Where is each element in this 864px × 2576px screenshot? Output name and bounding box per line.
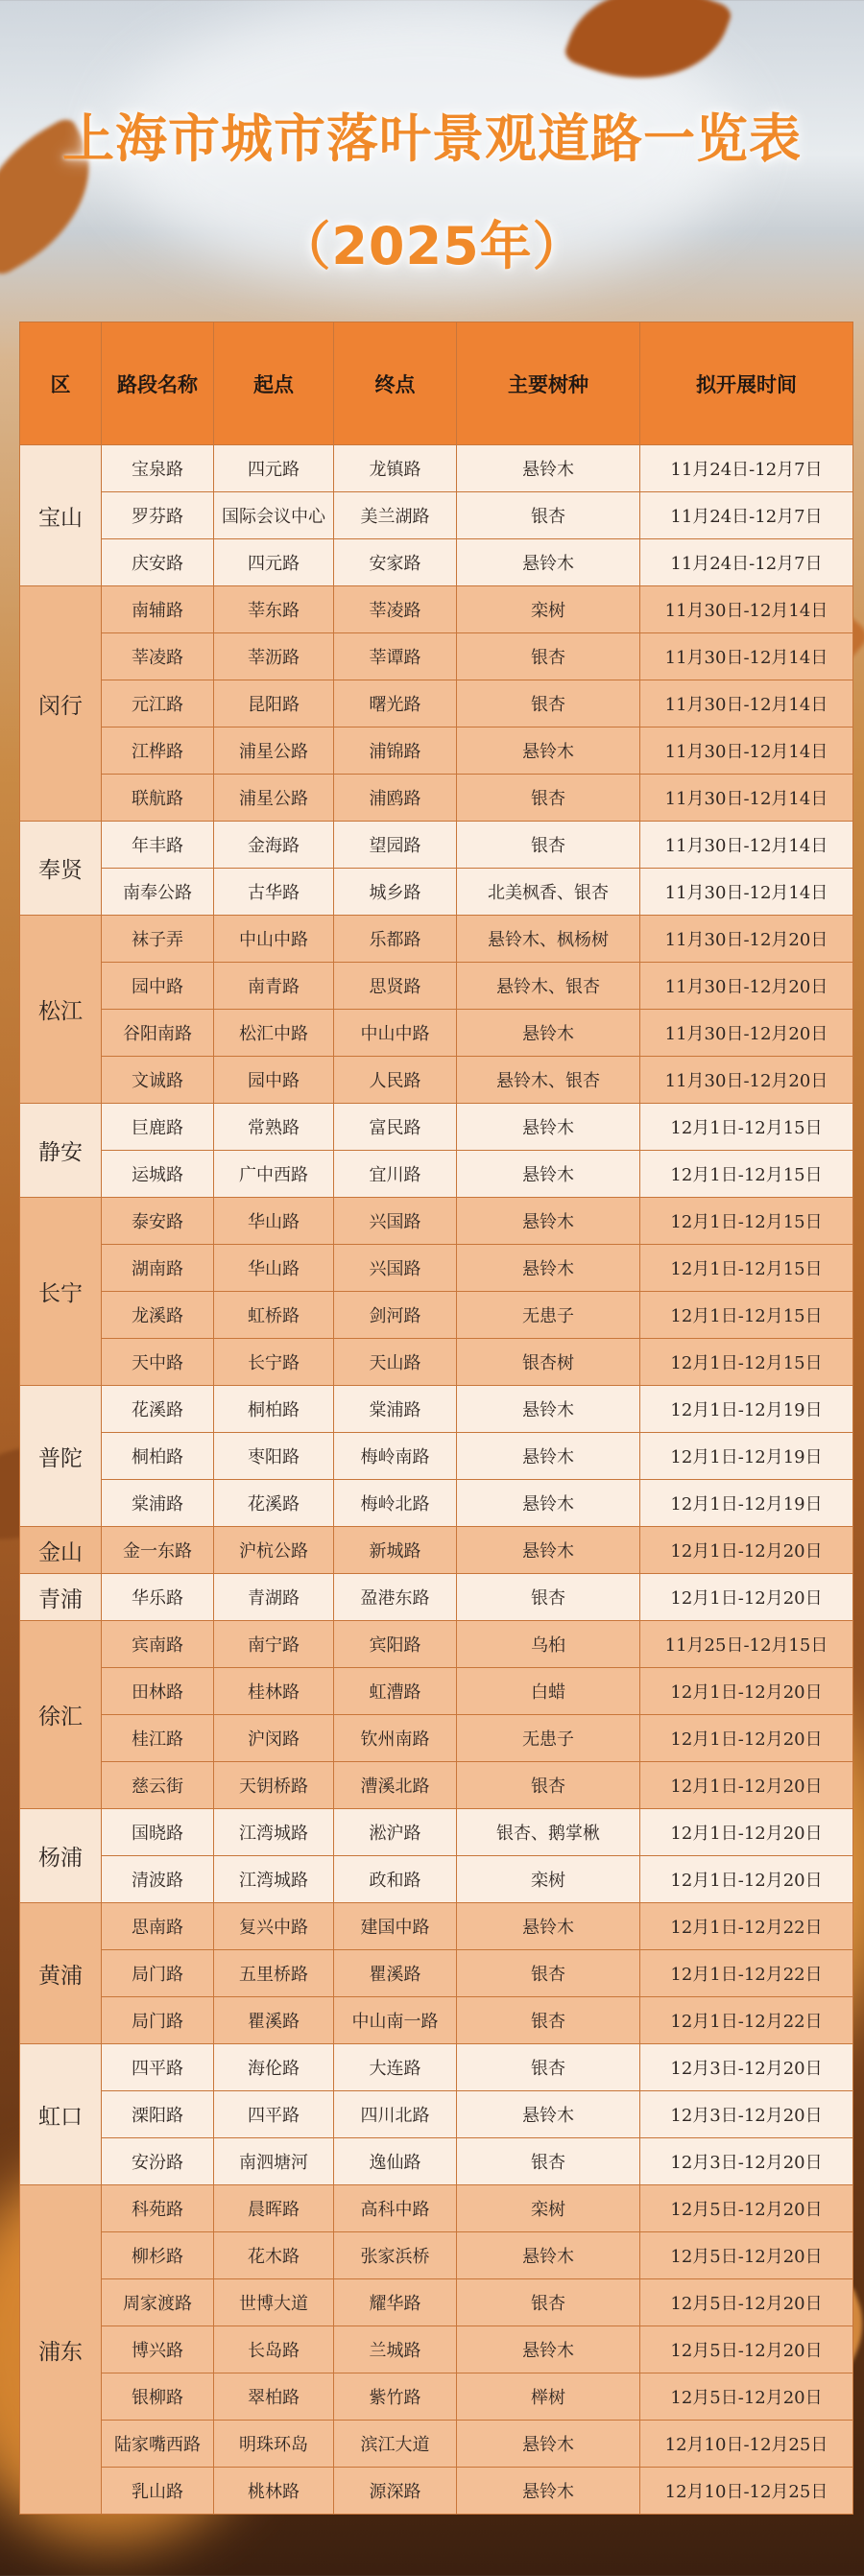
schedule-cell: 12月5日-12月20日 [640, 2373, 853, 2421]
end-point-cell: 棠浦路 [334, 1386, 457, 1433]
table-row [20, 1715, 853, 1762]
tree-species-cell: 银杏 [457, 2044, 640, 2091]
end-point-cell: 大连路 [334, 2044, 457, 2091]
end-point-cell: 逸仙路 [334, 2138, 457, 2185]
start-point-cell: 桂林路 [214, 1668, 334, 1715]
end-point-cell: 安家路 [334, 539, 457, 586]
schedule-cell: 11月30日-12月14日 [640, 822, 853, 869]
start-point-cell: 松汇中路 [214, 1010, 334, 1057]
end-point-cell: 高科中路 [334, 2185, 457, 2232]
end-point-cell: 张家浜桥 [334, 2232, 457, 2279]
table-row [20, 1245, 853, 1292]
end-point-cell: 钦州南路 [334, 1715, 457, 1762]
start-point-cell: 桐柏路 [214, 1386, 334, 1433]
start-point-cell: 莘沥路 [214, 633, 334, 680]
schedule-cell: 11月30日-12月20日 [640, 916, 853, 963]
table-row [20, 539, 853, 586]
start-point-cell: 南泗塘河 [214, 2138, 334, 2185]
district-cell: 普陀 [20, 1386, 102, 1527]
end-point-cell: 望园路 [334, 822, 457, 869]
table-row [20, 1151, 853, 1198]
schedule-cell: 11月30日-12月14日 [640, 586, 853, 633]
tree-species-cell: 白蜡 [457, 1668, 640, 1715]
page-title: 上海市城市落叶景观道路一览表 [62, 108, 802, 169]
table-row [20, 680, 853, 727]
start-point-cell: 长宁路 [214, 1339, 334, 1386]
road-name-cell: 国晓路 [102, 1809, 214, 1856]
tree-species-cell: 银杏 [457, 2279, 640, 2326]
schedule-cell: 11月30日-12月14日 [640, 869, 853, 916]
road-name-cell: 田林路 [102, 1668, 214, 1715]
end-point-cell: 天山路 [334, 1339, 457, 1386]
start-point-cell: 南宁路 [214, 1621, 334, 1668]
header-tree-species: 主要树种 [457, 322, 640, 445]
table-row [20, 1433, 853, 1480]
start-point-cell: 昆阳路 [214, 680, 334, 727]
table-row [20, 2044, 853, 2091]
table-row [20, 2138, 853, 2185]
district-cell: 浦东 [20, 2185, 102, 2515]
start-point-cell: 世博大道 [214, 2279, 334, 2326]
tree-species-cell: 悬铃木 [457, 1198, 640, 1245]
table-row [20, 2373, 853, 2421]
start-point-cell: 沪闵路 [214, 1715, 334, 1762]
header-road-name: 路段名称 [102, 322, 214, 445]
start-point-cell: 四平路 [214, 2091, 334, 2138]
end-point-cell: 滨江大道 [334, 2421, 457, 2468]
road-name-cell: 元江路 [102, 680, 214, 727]
table-row [20, 2421, 853, 2468]
end-point-cell: 中山南一路 [334, 1997, 457, 2044]
end-point-cell: 新城路 [334, 1527, 457, 1574]
tree-species-cell: 悬铃木 [457, 1480, 640, 1527]
roads-table-container [19, 322, 852, 2515]
table-row [20, 1292, 853, 1339]
road-name-cell: 溧阳路 [102, 2091, 214, 2138]
tree-species-cell: 悬铃木 [457, 1903, 640, 1950]
start-point-cell: 浦星公路 [214, 727, 334, 775]
district-cell: 虹口 [20, 2044, 102, 2185]
end-point-cell: 富民路 [334, 1104, 457, 1151]
end-point-cell: 梅岭北路 [334, 1480, 457, 1527]
tree-species-cell: 银杏树 [457, 1339, 640, 1386]
road-name-cell: 南奉公路 [102, 869, 214, 916]
table-row [20, 1809, 853, 1856]
start-point-cell: 五里桥路 [214, 1950, 334, 1997]
road-name-cell: 桂江路 [102, 1715, 214, 1762]
road-name-cell: 棠浦路 [102, 1480, 214, 1527]
header-schedule: 拟开展时间 [640, 322, 853, 445]
schedule-cell: 11月25日-12月15日 [640, 1621, 853, 1668]
table-row [20, 1057, 853, 1104]
end-point-cell: 浦鸥路 [334, 775, 457, 822]
tree-species-cell: 悬铃木 [457, 1151, 640, 1198]
end-point-cell: 淞沪路 [334, 1809, 457, 1856]
tree-species-cell: 悬铃木、枫杨树 [457, 916, 640, 963]
start-point-cell: 长岛路 [214, 2326, 334, 2373]
tree-species-cell: 北美枫香、银杏 [457, 869, 640, 916]
road-name-cell: 宝泉路 [102, 445, 214, 492]
road-name-cell: 博兴路 [102, 2326, 214, 2373]
table-header-row [20, 322, 853, 445]
table-row [20, 2468, 853, 2515]
district-cell: 静安 [20, 1104, 102, 1198]
start-point-cell: 华山路 [214, 1198, 334, 1245]
tree-species-cell: 悬铃木 [457, 1104, 640, 1151]
tree-species-cell: 悬铃木 [457, 2232, 640, 2279]
start-point-cell: 四元路 [214, 445, 334, 492]
start-point-cell: 花溪路 [214, 1480, 334, 1527]
schedule-cell: 12月1日-12月20日 [640, 1715, 853, 1762]
table-row [20, 1903, 853, 1950]
end-point-cell: 漕溪北路 [334, 1762, 457, 1809]
road-name-cell: 湖南路 [102, 1245, 214, 1292]
schedule-cell: 12月3日-12月20日 [640, 2044, 853, 2091]
start-point-cell: 明珠环岛 [214, 2421, 334, 2468]
end-point-cell: 莘凌路 [334, 586, 457, 633]
start-point-cell: 浦星公路 [214, 775, 334, 822]
tree-species-cell: 银杏 [457, 492, 640, 539]
table-row [20, 869, 853, 916]
road-name-cell: 园中路 [102, 963, 214, 1010]
tree-species-cell: 悬铃木 [457, 2421, 640, 2468]
end-point-cell: 梅岭南路 [334, 1433, 457, 1480]
start-point-cell: 复兴中路 [214, 1903, 334, 1950]
end-point-cell: 人民路 [334, 1057, 457, 1104]
end-point-cell: 紫竹路 [334, 2373, 457, 2421]
schedule-cell: 12月1日-12月20日 [640, 1856, 853, 1903]
table-row [20, 1668, 853, 1715]
tree-species-cell: 无患子 [457, 1715, 640, 1762]
end-point-cell: 建国中路 [334, 1903, 457, 1950]
road-name-cell: 周家渡路 [102, 2279, 214, 2326]
table-row [20, 2326, 853, 2373]
road-name-cell: 袜子弄 [102, 916, 214, 963]
road-name-cell: 慈云街 [102, 1762, 214, 1809]
tree-species-cell: 榉树 [457, 2373, 640, 2421]
end-point-cell: 兴国路 [334, 1198, 457, 1245]
tree-species-cell: 银杏 [457, 1950, 640, 1997]
road-name-cell: 柳杉路 [102, 2232, 214, 2279]
table-row [20, 1950, 853, 1997]
start-point-cell: 沪杭公路 [214, 1527, 334, 1574]
tree-species-cell: 悬铃木 [457, 2468, 640, 2515]
table-row [20, 1574, 853, 1621]
start-point-cell: 广中西路 [214, 1151, 334, 1198]
end-point-cell: 乐都路 [334, 916, 457, 963]
road-name-cell: 安汾路 [102, 2138, 214, 2185]
schedule-cell: 11月30日-12月20日 [640, 1010, 853, 1057]
road-name-cell: 局门路 [102, 1997, 214, 2044]
road-name-cell: 银柳路 [102, 2373, 214, 2421]
district-cell: 奉贤 [20, 822, 102, 916]
schedule-cell: 12月1日-12月22日 [640, 1950, 853, 1997]
table-row [20, 1104, 853, 1151]
schedule-cell: 12月5日-12月20日 [640, 2279, 853, 2326]
road-name-cell: 四平路 [102, 2044, 214, 2091]
road-name-cell: 桐柏路 [102, 1433, 214, 1480]
road-name-cell: 文诚路 [102, 1057, 214, 1104]
schedule-cell: 12月1日-12月15日 [640, 1151, 853, 1198]
table-row [20, 727, 853, 775]
start-point-cell: 四元路 [214, 539, 334, 586]
road-name-cell: 联航路 [102, 775, 214, 822]
tree-species-cell: 银杏、鹅掌楸 [457, 1809, 640, 1856]
schedule-cell: 12月5日-12月20日 [640, 2326, 853, 2373]
table-row [20, 1339, 853, 1386]
tree-species-cell: 银杏 [457, 1574, 640, 1621]
end-point-cell: 耀华路 [334, 2279, 457, 2326]
district-cell: 杨浦 [20, 1809, 102, 1903]
tree-species-cell: 银杏 [457, 822, 640, 869]
end-point-cell: 虹漕路 [334, 1668, 457, 1715]
road-name-cell: 陆家嘴西路 [102, 2421, 214, 2468]
schedule-cell: 11月24日-12月7日 [640, 492, 853, 539]
table-row [20, 1527, 853, 1574]
schedule-cell: 12月1日-12月15日 [640, 1292, 853, 1339]
schedule-cell: 11月30日-12月20日 [640, 963, 853, 1010]
start-point-cell: 桃林路 [214, 2468, 334, 2515]
end-point-cell: 政和路 [334, 1856, 457, 1903]
tree-species-cell: 栾树 [457, 586, 640, 633]
table-row [20, 2091, 853, 2138]
road-name-cell: 年丰路 [102, 822, 214, 869]
start-point-cell: 江湾城路 [214, 1856, 334, 1903]
table-body [20, 445, 853, 2515]
tree-species-cell: 悬铃木 [457, 1386, 640, 1433]
tree-species-cell: 银杏 [457, 1762, 640, 1809]
table-row [20, 2232, 853, 2279]
end-point-cell: 瞿溪路 [334, 1950, 457, 1997]
district-cell: 徐汇 [20, 1621, 102, 1809]
tree-species-cell: 栾树 [457, 1856, 640, 1903]
district-cell: 松江 [20, 916, 102, 1104]
schedule-cell: 11月30日-12月14日 [640, 680, 853, 727]
road-name-cell: 花溪路 [102, 1386, 214, 1433]
road-name-cell: 江桦路 [102, 727, 214, 775]
road-name-cell: 庆安路 [102, 539, 214, 586]
tree-species-cell: 银杏 [457, 1997, 640, 2044]
header-district: 区 [20, 322, 102, 445]
road-name-cell: 局门路 [102, 1950, 214, 1997]
schedule-cell: 12月1日-12月20日 [640, 1809, 853, 1856]
roads-table [19, 322, 853, 2515]
schedule-cell: 12月10日-12月25日 [640, 2421, 853, 2468]
schedule-cell: 12月10日-12月25日 [640, 2468, 853, 2515]
tree-species-cell: 悬铃木 [457, 1245, 640, 1292]
road-name-cell: 罗芬路 [102, 492, 214, 539]
district-cell: 闵行 [20, 586, 102, 822]
tree-species-cell: 悬铃木、银杏 [457, 963, 640, 1010]
tree-species-cell: 悬铃木 [457, 727, 640, 775]
district-cell: 金山 [20, 1527, 102, 1574]
start-point-cell: 华山路 [214, 1245, 334, 1292]
district-cell: 黄浦 [20, 1903, 102, 2044]
tree-species-cell: 乌桕 [457, 1621, 640, 1668]
table-row [20, 1198, 853, 1245]
tree-species-cell: 悬铃木 [457, 539, 640, 586]
road-name-cell: 运城路 [102, 1151, 214, 1198]
road-name-cell: 科苑路 [102, 2185, 214, 2232]
table-row [20, 1010, 853, 1057]
schedule-cell: 11月30日-12月20日 [640, 1057, 853, 1104]
schedule-cell: 11月30日-12月14日 [640, 633, 853, 680]
end-point-cell: 源深路 [334, 2468, 457, 2515]
start-point-cell: 天钥桥路 [214, 1762, 334, 1809]
road-name-cell: 思南路 [102, 1903, 214, 1950]
start-point-cell: 青湖路 [214, 1574, 334, 1621]
tree-species-cell: 无患子 [457, 1292, 640, 1339]
start-point-cell: 园中路 [214, 1057, 334, 1104]
end-point-cell: 兰城路 [334, 2326, 457, 2373]
table-row [20, 1386, 853, 1433]
table-row [20, 1997, 853, 2044]
road-name-cell: 乳山路 [102, 2468, 214, 2515]
table-row [20, 1480, 853, 1527]
start-point-cell: 莘东路 [214, 586, 334, 633]
schedule-cell: 12月1日-12月15日 [640, 1339, 853, 1386]
schedule-cell: 11月24日-12月7日 [640, 539, 853, 586]
schedule-cell: 11月30日-12月14日 [640, 727, 853, 775]
title-block [0, 96, 864, 290]
table-row [20, 1762, 853, 1809]
start-point-cell: 晨晖路 [214, 2185, 334, 2232]
tree-species-cell: 银杏 [457, 2138, 640, 2185]
end-point-cell: 四川北路 [334, 2091, 457, 2138]
tree-species-cell: 悬铃木 [457, 2326, 640, 2373]
table-row [20, 2279, 853, 2326]
road-name-cell: 金一东路 [102, 1527, 214, 1574]
schedule-cell: 12月1日-12月20日 [640, 1574, 853, 1621]
table-row [20, 633, 853, 680]
start-point-cell: 海伦路 [214, 2044, 334, 2091]
table-row [20, 445, 853, 492]
end-point-cell: 龙镇路 [334, 445, 457, 492]
end-point-cell: 美兰湖路 [334, 492, 457, 539]
end-point-cell: 莘谭路 [334, 633, 457, 680]
start-point-cell: 金海路 [214, 822, 334, 869]
end-point-cell: 盈港东路 [334, 1574, 457, 1621]
road-name-cell: 清波路 [102, 1856, 214, 1903]
tree-species-cell: 悬铃木、银杏 [457, 1057, 640, 1104]
end-point-cell: 兴国路 [334, 1245, 457, 1292]
end-point-cell: 宜川路 [334, 1151, 457, 1198]
end-point-cell: 曙光路 [334, 680, 457, 727]
table-row [20, 822, 853, 869]
start-point-cell: 南青路 [214, 963, 334, 1010]
start-point-cell: 翠柏路 [214, 2373, 334, 2421]
tree-species-cell: 悬铃木 [457, 1527, 640, 1574]
table-row [20, 1856, 853, 1903]
start-point-cell: 虹桥路 [214, 1292, 334, 1339]
schedule-cell: 12月1日-12月15日 [640, 1198, 853, 1245]
tree-species-cell: 银杏 [457, 775, 640, 822]
tree-species-cell: 悬铃木 [457, 1010, 640, 1057]
tree-species-cell: 悬铃木 [457, 445, 640, 492]
table-row [20, 775, 853, 822]
end-point-cell: 中山中路 [334, 1010, 457, 1057]
schedule-cell: 11月24日-12月7日 [640, 445, 853, 492]
table-row [20, 492, 853, 539]
start-point-cell: 枣阳路 [214, 1433, 334, 1480]
header-end: 终点 [334, 322, 457, 445]
tree-species-cell: 栾树 [457, 2185, 640, 2232]
schedule-cell: 12月3日-12月20日 [640, 2091, 853, 2138]
road-name-cell: 莘凌路 [102, 633, 214, 680]
road-name-cell: 巨鹿路 [102, 1104, 214, 1151]
district-cell: 宝山 [20, 445, 102, 586]
schedule-cell: 12月5日-12月20日 [640, 2185, 853, 2232]
start-point-cell: 花木路 [214, 2232, 334, 2279]
end-point-cell: 城乡路 [334, 869, 457, 916]
tree-species-cell: 银杏 [457, 633, 640, 680]
road-name-cell: 华乐路 [102, 1574, 214, 1621]
table-row [20, 586, 853, 633]
table-row [20, 2185, 853, 2232]
schedule-cell: 11月30日-12月14日 [640, 775, 853, 822]
district-cell: 长宁 [20, 1198, 102, 1386]
schedule-cell: 12月5日-12月20日 [640, 2232, 853, 2279]
table-row [20, 963, 853, 1010]
end-point-cell: 剑河路 [334, 1292, 457, 1339]
schedule-cell: 12月1日-12月22日 [640, 1997, 853, 2044]
schedule-cell: 12月1日-12月19日 [640, 1386, 853, 1433]
schedule-cell: 12月1日-12月22日 [640, 1903, 853, 1950]
start-point-cell: 国际会议中心 [214, 492, 334, 539]
start-point-cell: 瞿溪路 [214, 1997, 334, 2044]
start-point-cell: 古华路 [214, 869, 334, 916]
table-row [20, 916, 853, 963]
road-name-cell: 泰安路 [102, 1198, 214, 1245]
start-point-cell: 常熟路 [214, 1104, 334, 1151]
tree-species-cell: 银杏 [457, 680, 640, 727]
schedule-cell: 12月1日-12月20日 [640, 1668, 853, 1715]
start-point-cell: 江湾城路 [214, 1809, 334, 1856]
road-name-cell: 龙溪路 [102, 1292, 214, 1339]
end-point-cell: 宾阳路 [334, 1621, 457, 1668]
end-point-cell: 浦锦路 [334, 727, 457, 775]
start-point-cell: 中山中路 [214, 916, 334, 963]
schedule-cell: 12月1日-12月19日 [640, 1480, 853, 1527]
schedule-cell: 12月1日-12月15日 [640, 1245, 853, 1292]
tree-species-cell: 悬铃木 [457, 1433, 640, 1480]
road-name-cell: 谷阳南路 [102, 1010, 214, 1057]
schedule-cell: 12月1日-12月15日 [640, 1104, 853, 1151]
road-name-cell: 天中路 [102, 1339, 214, 1386]
page-subtitle: （2025年） [278, 216, 586, 276]
road-name-cell: 宾南路 [102, 1621, 214, 1668]
road-name-cell: 南辅路 [102, 586, 214, 633]
header-start: 起点 [214, 322, 334, 445]
schedule-cell: 12月3日-12月20日 [640, 2138, 853, 2185]
end-point-cell: 思贤路 [334, 963, 457, 1010]
schedule-cell: 12月1日-12月19日 [640, 1433, 853, 1480]
tree-species-cell: 悬铃木 [457, 2091, 640, 2138]
schedule-cell: 12月1日-12月20日 [640, 1527, 853, 1574]
schedule-cell: 12月1日-12月20日 [640, 1762, 853, 1809]
district-cell: 青浦 [20, 1574, 102, 1621]
table-row [20, 1621, 853, 1668]
